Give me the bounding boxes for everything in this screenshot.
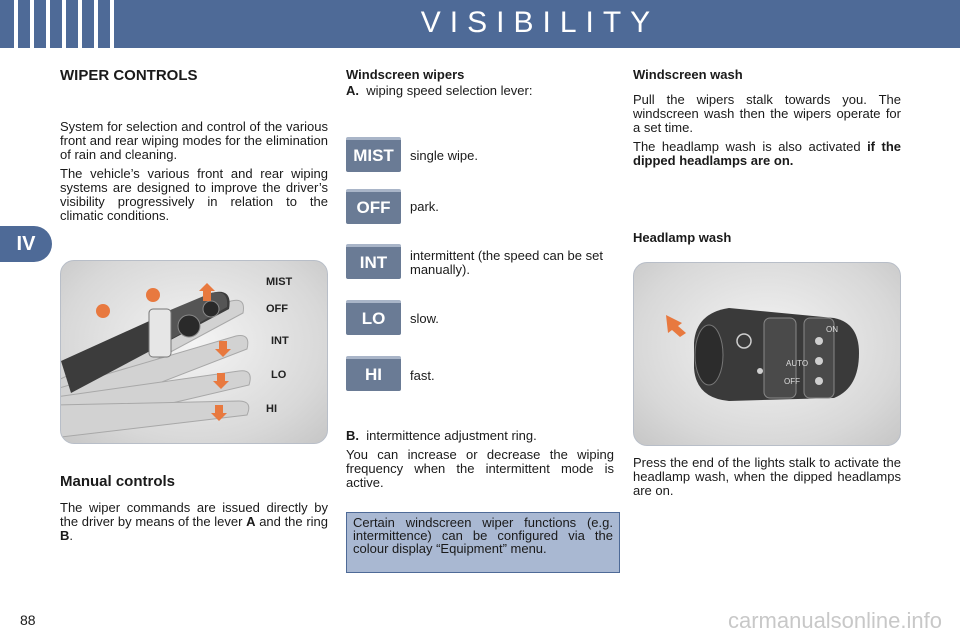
lights-label-auto: AUTO (786, 359, 809, 368)
mode-text-lo: slow. (410, 311, 439, 326)
lever-a-text: wiping speed selection lever: (366, 83, 533, 98)
stalk-label-mist: MIST (266, 276, 293, 288)
header-stripe (62, 0, 66, 48)
section-heading-wiper-controls: WIPER CONTROLS (60, 67, 198, 84)
page-number: 88 (20, 612, 36, 628)
manual-ring-ref: B (60, 528, 70, 543)
mode-text-mist: single wipe. (410, 148, 478, 163)
windscreen-wash-text (633, 93, 901, 173)
header-stripe (110, 0, 114, 48)
mode-badge-off: OFF (346, 189, 401, 224)
mode-badge-lo: LO (346, 300, 401, 335)
intro-paragraph-1: System for selection and control of the various front and rear wiping modes for the elimination of rain and cleaning. (60, 119, 328, 162)
wash-para2-bold: if the dipped headlamps are on. (633, 139, 901, 168)
stalk-label-int: INT (271, 335, 289, 347)
header-stripe (78, 0, 82, 48)
windscreen-wash-paragraph-1: Pull the wipers stalk towards you. The windscreen wash then the wipers operate for a set time. (633, 92, 901, 135)
mode-badge-hi: HI (346, 356, 401, 391)
mode-text-off: park. (410, 199, 439, 214)
page-header (0, 0, 960, 48)
windscreen-wash-paragraph-2 (633, 140, 901, 168)
ring-b-text: intermittence adjustment ring. (366, 428, 537, 443)
intermittent-frequency-text: You can increase or decrease the wiping frequency when the intermittent mode is active. (346, 447, 614, 490)
stalk-label-lo: LO (271, 369, 287, 381)
manual-text-pre: The wiper commands are issued directly by the driver by means of the lever (60, 500, 328, 529)
manual-controls-text (60, 501, 328, 543)
header-stripe (30, 0, 34, 48)
manual-text-end: . (69, 528, 74, 543)
lights-stalk-drawing (634, 263, 900, 445)
section-heading-windscreen-wipers: Windscreen wipers (346, 67, 465, 82)
lever-a-description (346, 84, 614, 98)
lights-label-on: ON (826, 325, 838, 334)
lights-label-off: OFF (784, 377, 800, 386)
intro-paragraph-2: The vehicle’s various front and rear wiping systems are designed to improve the driver’s visibility progressively in relation to the climatic conditions. (60, 166, 328, 223)
header-stripe (46, 0, 50, 48)
lights-stalk-illustration (633, 262, 901, 446)
ring-b-description (346, 429, 614, 443)
wash-para2-pre: The headlamp wash is also activated (633, 139, 868, 154)
manual-text-mid: and the ring (255, 514, 328, 529)
section-heading-manual-controls: Manual controls (60, 473, 176, 490)
stalk-label-off: OFF (266, 303, 288, 315)
section-heading-headlamp-wash: Headlamp wash (633, 230, 732, 245)
mode-badge-int: INT (346, 244, 401, 279)
chapter-tab: IV (0, 226, 52, 262)
mode-text-int: intermittent (the speed can be set manually). (410, 248, 603, 277)
watermark: carmanualsonline.info (727, 608, 942, 633)
header-stripe (94, 0, 98, 48)
configuration-note: Certain windscreen wiper functions (e.g. intermittence) can be configured via the colour display “Equipment” menu. (346, 512, 620, 573)
wiper-stalk-drawing (61, 261, 327, 443)
manual-lever-ref: A (246, 514, 256, 529)
headlamp-wash-text: Press the end of the lights stalk to activate the headlamp wash, when the dipped headlamps are on. (633, 455, 901, 498)
section-heading-windscreen-wash: Windscreen wash (633, 67, 743, 82)
mode-badge-mist: MIST (346, 137, 401, 172)
page-title: VISIBILITY (420, 6, 660, 39)
intro-text (60, 120, 328, 228)
header-stripe (14, 0, 18, 48)
lever-a-label: A. (346, 83, 359, 98)
mode-text-hi: fast. (410, 368, 435, 383)
wiper-stalk-illustration (60, 260, 328, 444)
ring-b-label: B. (346, 428, 359, 443)
stalk-label-hi: HI (266, 403, 277, 415)
